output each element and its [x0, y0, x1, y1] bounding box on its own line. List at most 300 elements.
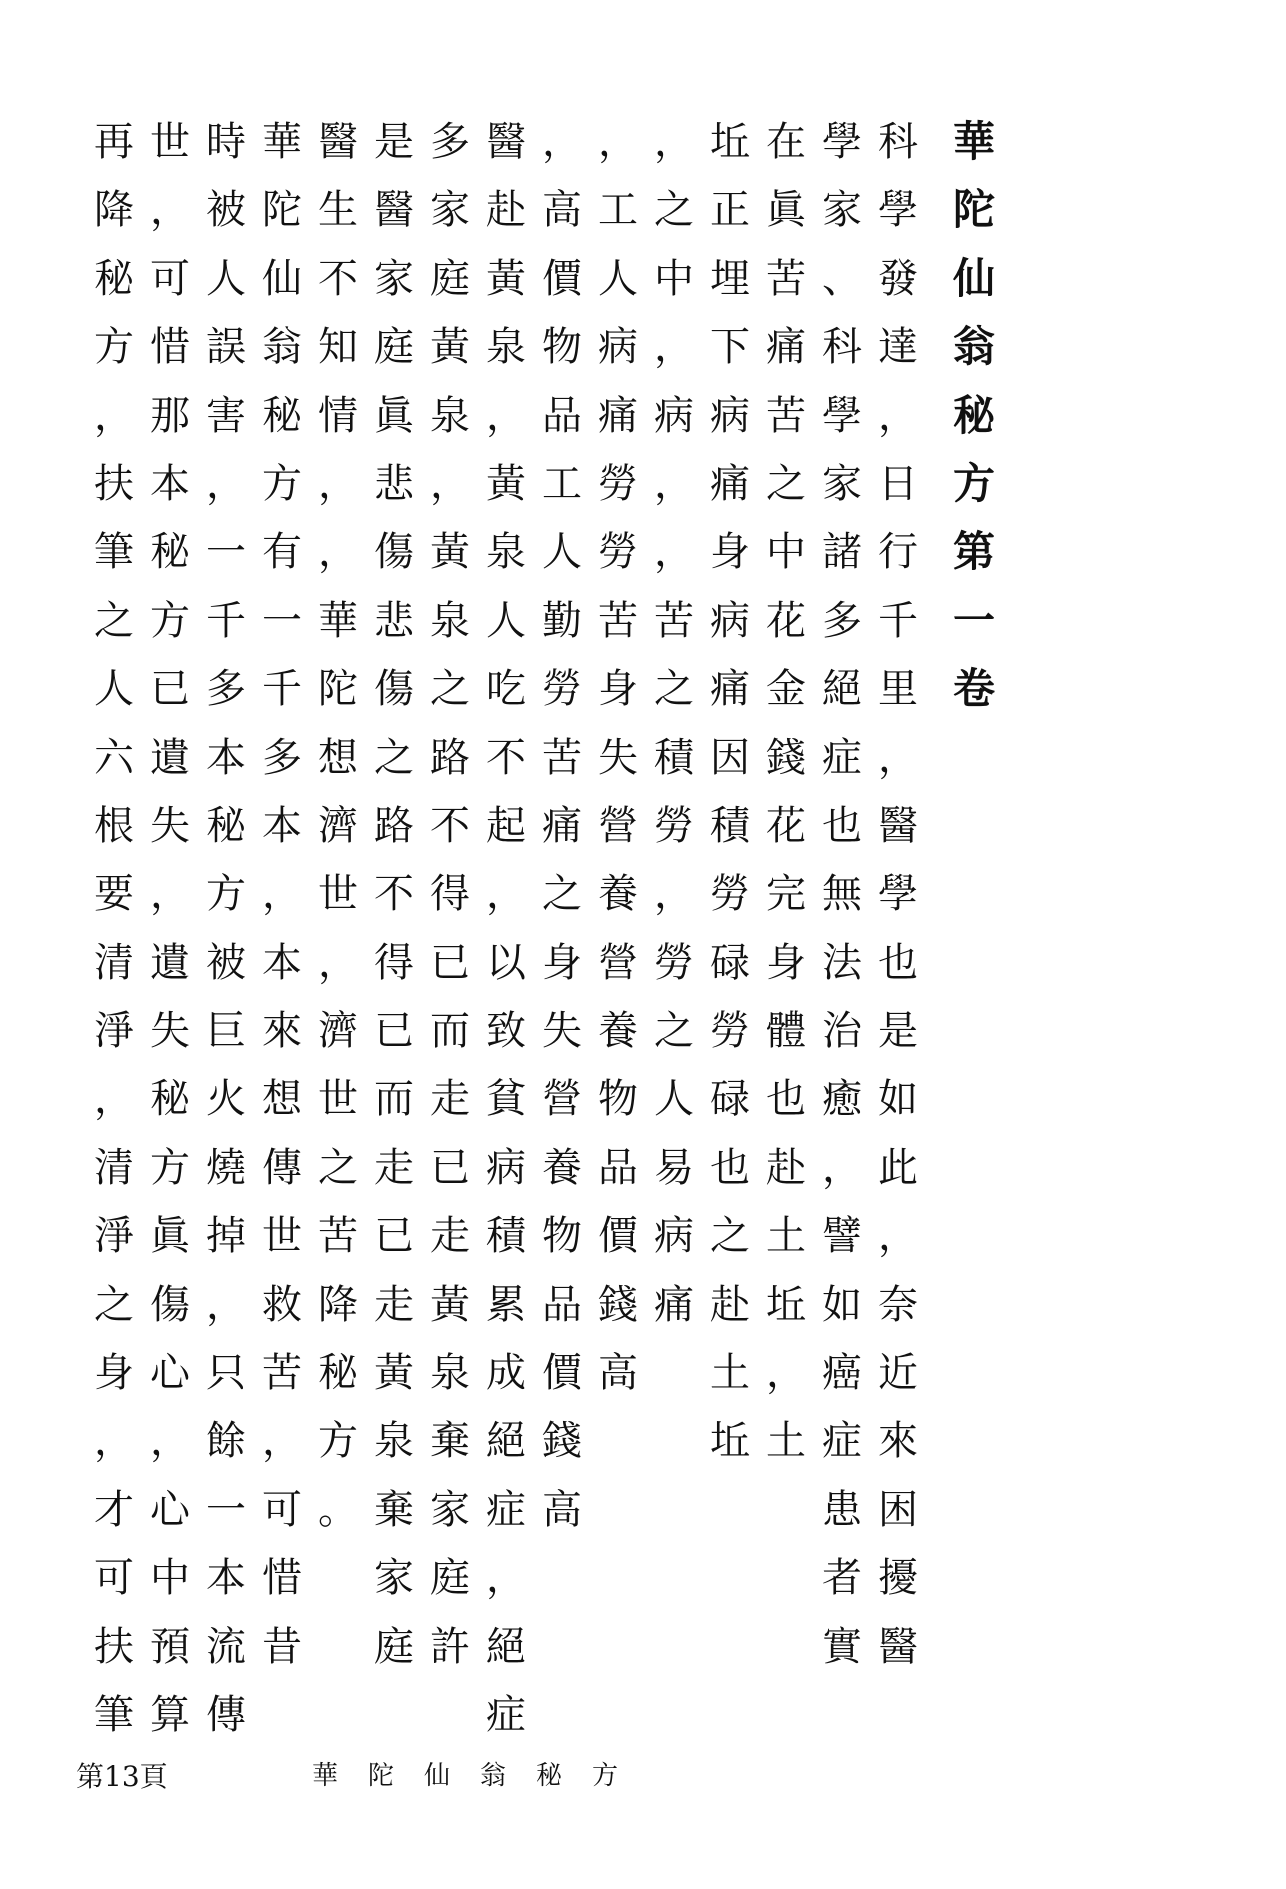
text-char: 失 [150, 1008, 190, 1055]
text-char: 碌 [710, 939, 750, 986]
text-char: 苦 [318, 1213, 358, 1260]
text-char: 家 [430, 187, 470, 234]
text-char: 勤 [542, 597, 582, 644]
text-char: 眞 [374, 392, 414, 439]
text-char: ， [94, 392, 134, 439]
text-char: 已 [430, 939, 470, 986]
text-char: 土 [766, 1213, 806, 1260]
text-char: 品 [542, 1281, 582, 1328]
text-char: 之 [766, 460, 806, 507]
text-char: 擾 [878, 1555, 918, 1602]
text-char: 養 [598, 1008, 638, 1055]
text-column [478, 108, 534, 1749]
text-char: 苦 [542, 734, 582, 781]
text-char: 之 [710, 1213, 750, 1260]
text-char: 苦 [654, 597, 694, 644]
title-char: 卷 [952, 664, 995, 714]
text-char: 之 [94, 1281, 134, 1328]
text-char: 得 [430, 871, 470, 918]
text-char: ， [654, 324, 694, 371]
text-char: 棄 [430, 1418, 470, 1465]
text-char: ， [822, 1144, 862, 1191]
text-char: 世 [318, 871, 358, 918]
text-char: 預 [150, 1623, 190, 1670]
text-char: 不 [430, 802, 470, 849]
text-char: 苦 [598, 597, 638, 644]
text-char: 路 [430, 734, 470, 781]
text-char: 醫 [318, 119, 358, 165]
text-char: 價 [542, 255, 582, 302]
text-char: 火 [206, 1076, 246, 1123]
text-char: 花 [766, 597, 806, 644]
text-char: 失 [598, 734, 638, 781]
text-char: 貧 [486, 1076, 526, 1123]
text-char: 工 [598, 187, 638, 234]
text-char: ， [150, 871, 190, 918]
text-char: 之 [654, 666, 694, 713]
text-char: 淨 [94, 1008, 134, 1055]
text-column [590, 108, 646, 1407]
text-char: 黃 [430, 1281, 470, 1328]
text-char: 秘 [150, 529, 190, 576]
text-char: 世 [150, 119, 190, 165]
text-char: 庭 [430, 255, 470, 302]
text-char: 一 [206, 1486, 246, 1533]
text-char: 多 [430, 119, 470, 165]
text-char: ， [878, 392, 918, 439]
text-char: 痛 [598, 392, 638, 439]
text-char: 價 [598, 1213, 638, 1260]
text-char: 之 [318, 1144, 358, 1191]
text-char: 人 [206, 255, 246, 302]
text-char: 家 [822, 187, 862, 234]
text-char: 清 [94, 1144, 134, 1191]
text-char: 有 [262, 529, 302, 576]
text-char: 發 [878, 255, 918, 302]
text-char: 症 [822, 734, 862, 781]
text-char: 價 [542, 1350, 582, 1397]
text-char: 痛 [654, 1281, 694, 1328]
text-char: 黃 [374, 1350, 414, 1397]
text-char: 泉 [486, 324, 526, 371]
text-char: 眞 [150, 1213, 190, 1260]
text-char: 如 [822, 1281, 862, 1328]
text-char: 行 [878, 529, 918, 576]
text-column [198, 108, 254, 1749]
text-char: 中 [150, 1555, 190, 1602]
text-char: 奈 [878, 1281, 918, 1328]
text-char: 積 [486, 1213, 526, 1260]
text-char: ， [150, 1418, 190, 1465]
text-char: 絕 [486, 1418, 526, 1465]
text-char: 掉 [206, 1213, 246, 1260]
text-char: 可 [262, 1486, 302, 1533]
text-char: ， [430, 460, 470, 507]
text-char: 醫 [374, 187, 414, 234]
text-char: 高 [542, 1486, 582, 1533]
text-char: 勞 [710, 871, 750, 918]
title-char: 仙 [952, 253, 995, 303]
text-char: 秘 [262, 392, 302, 439]
text-char: 餘 [206, 1418, 246, 1465]
text-char: 千 [206, 597, 246, 644]
text-char: 勞 [654, 802, 694, 849]
text-char: 想 [318, 734, 358, 781]
text-char: 成 [486, 1350, 526, 1397]
text-char: 如 [878, 1076, 918, 1123]
text-char: 之 [94, 597, 134, 644]
text-char: 只 [206, 1350, 246, 1397]
text-char: 病 [654, 1213, 694, 1260]
text-char: 秘 [318, 1350, 358, 1397]
text-char: 苦 [262, 1350, 302, 1397]
text-char: 走 [430, 1213, 470, 1260]
text-char: ， [878, 1213, 918, 1260]
title-char: 華 [952, 117, 995, 166]
text-char: 算 [150, 1691, 190, 1738]
text-char: 知 [318, 324, 358, 371]
text-char: ， [262, 871, 302, 918]
text-column [254, 108, 310, 1681]
text-char: 路 [374, 802, 414, 849]
text-char: 救 [262, 1281, 302, 1328]
text-char: 無 [822, 871, 862, 918]
text-char: 本 [150, 460, 190, 507]
text-char: 物 [542, 324, 582, 371]
text-char: 千 [878, 597, 918, 644]
text-char: ， [598, 119, 638, 165]
text-char: 病 [710, 392, 750, 439]
text-char: 吃 [486, 666, 526, 713]
text-char: 多 [822, 597, 862, 644]
text-char: 可 [94, 1555, 134, 1602]
text-char: 泉 [430, 392, 470, 439]
text-char: 傷 [374, 529, 414, 576]
text-char: 。 [318, 1486, 358, 1533]
text-char: 再 [94, 119, 134, 165]
text-char: 致 [486, 1008, 526, 1055]
text-char: 之 [654, 1008, 694, 1055]
text-char: 傳 [206, 1691, 246, 1738]
text-char: 身 [766, 939, 806, 986]
text-column [870, 108, 926, 1681]
text-char: 才 [94, 1486, 134, 1533]
title-char: 秘 [952, 390, 995, 440]
text-char: 傷 [150, 1281, 190, 1328]
text-char: 法 [822, 939, 862, 986]
text-char: 諸 [822, 529, 862, 576]
text-char: 濟 [318, 802, 358, 849]
text-char: 人 [598, 255, 638, 302]
text-char: 不 [486, 734, 526, 781]
text-char: 不 [374, 871, 414, 918]
text-char: 學 [878, 187, 918, 234]
text-char: 者 [822, 1555, 862, 1602]
text-char: 勞 [598, 529, 638, 576]
text-char: 在 [766, 119, 806, 165]
text-char: 土 [766, 1418, 806, 1465]
text-char: 易 [654, 1144, 694, 1191]
text-char: 許 [430, 1623, 470, 1670]
text-char: 黃 [486, 460, 526, 507]
text-char: 因 [710, 734, 750, 781]
text-char: 燒 [206, 1144, 246, 1191]
text-char: 被 [206, 187, 246, 234]
text-char: 扶 [94, 1623, 134, 1670]
text-char: 痛 [710, 460, 750, 507]
text-char: 也 [710, 1144, 750, 1191]
text-char: ， [206, 1281, 246, 1328]
text-char: ， [766, 1350, 806, 1397]
text-char: 而 [374, 1076, 414, 1123]
title-char: 陀 [952, 185, 995, 235]
text-char: 黃 [430, 324, 470, 371]
text-char: 巨 [206, 1008, 246, 1055]
text-char: 赴 [486, 187, 526, 234]
text-char: 花 [766, 802, 806, 849]
text-char: 已 [374, 1008, 414, 1055]
footer-book-title: 華陀仙翁秘方 [312, 1761, 649, 1791]
text-char: 一 [262, 597, 302, 644]
text-char: 也 [766, 1076, 806, 1123]
text-char: 養 [598, 871, 638, 918]
text-char: 病 [598, 324, 638, 371]
text-char: ， [262, 1418, 302, 1465]
text-char: 一 [206, 529, 246, 576]
text-char: 方 [150, 597, 190, 644]
text-char: 要 [94, 871, 134, 918]
text-char: 學 [822, 119, 862, 165]
text-char: 人 [486, 597, 526, 644]
text-char: 營 [598, 939, 638, 986]
text-char: 情 [318, 392, 358, 439]
text-char: 遺 [150, 939, 190, 986]
text-char: ， [486, 871, 526, 918]
text-char: 勞 [710, 1008, 750, 1055]
text-char: 也 [822, 802, 862, 849]
text-char: 達 [878, 324, 918, 371]
text-char: 心 [150, 1350, 190, 1397]
text-char: 苦 [766, 255, 806, 302]
text-char: 碌 [710, 1076, 750, 1123]
text-char: 學 [822, 392, 862, 439]
text-char: 誤 [206, 324, 246, 371]
text-char: 本 [206, 1555, 246, 1602]
page-title [946, 108, 1002, 724]
text-column [758, 108, 814, 1476]
text-char: 土 [710, 1350, 750, 1397]
text-char: ， [318, 939, 358, 986]
text-char: 以 [486, 939, 526, 986]
text-column [534, 108, 590, 1544]
text-char: 扶 [94, 460, 134, 507]
text-char: 時 [206, 119, 246, 165]
text-char: 家 [430, 1486, 470, 1533]
text-char: 之 [374, 734, 414, 781]
text-char: 來 [262, 1008, 302, 1055]
text-char: 可 [150, 255, 190, 302]
text-char: 傷 [374, 666, 414, 713]
text-char: 是 [374, 119, 414, 165]
text-char: 下 [710, 324, 750, 371]
text-char: 積 [710, 802, 750, 849]
text-char: 遺 [150, 734, 190, 781]
text-char: 家 [374, 255, 414, 302]
text-char: ， [654, 871, 694, 918]
text-char: 千 [262, 666, 302, 713]
text-char: 中 [654, 255, 694, 302]
text-char: 庭 [374, 324, 414, 371]
text-char: 症 [486, 1486, 526, 1533]
text-char: ， [654, 119, 694, 165]
text-column [646, 108, 702, 1339]
text-char: 金 [766, 666, 806, 713]
text-char: 、 [822, 255, 862, 302]
title-char: 第 [952, 527, 995, 577]
text-char: 多 [206, 666, 246, 713]
text-char: 完 [766, 871, 806, 918]
text-char: 勞 [598, 460, 638, 507]
text-char: ， [542, 119, 582, 165]
text-char: 泉 [486, 529, 526, 576]
text-char: 醫 [878, 802, 918, 849]
text-char: 實 [822, 1623, 862, 1670]
text-char: 淨 [94, 1213, 134, 1260]
text-char: 正 [710, 187, 750, 234]
text-char: 方 [206, 871, 246, 918]
text-char: 勞 [654, 939, 694, 986]
text-char: 物 [542, 1213, 582, 1260]
text-column [702, 108, 758, 1476]
text-column [310, 108, 366, 1544]
text-char: 方 [150, 1144, 190, 1191]
text-char: 錢 [598, 1281, 638, 1328]
text-char: 痛 [766, 324, 806, 371]
text-char: 秘 [150, 1076, 190, 1123]
text-char: 方 [318, 1418, 358, 1465]
text-char: 營 [598, 802, 638, 849]
text-char: 累 [486, 1281, 526, 1328]
text-char: ， [654, 460, 694, 507]
text-char: 絕 [486, 1623, 526, 1670]
text-char: 科 [822, 324, 862, 371]
text-char: 被 [206, 939, 246, 986]
text-char: 害 [206, 392, 246, 439]
text-char: 家 [822, 460, 862, 507]
text-char: 悲 [374, 597, 414, 644]
text-char: 之 [430, 666, 470, 713]
text-char: 方 [262, 460, 302, 507]
text-char: 得 [374, 939, 414, 986]
text-char: ， [486, 392, 526, 439]
text-char: 病 [486, 1144, 526, 1191]
text-char: 泉 [430, 597, 470, 644]
text-char: 積 [654, 734, 694, 781]
text-char: 癒 [822, 1076, 862, 1123]
text-char: 來 [878, 1418, 918, 1465]
text-char: 赴 [710, 1281, 750, 1328]
text-char: 人 [542, 529, 582, 576]
text-char: 心 [150, 1486, 190, 1533]
text-char: 物 [598, 1076, 638, 1123]
text-char: 錢 [542, 1418, 582, 1465]
text-char: 失 [150, 802, 190, 849]
text-char: 人 [654, 1076, 694, 1123]
text-char: 世 [318, 1076, 358, 1123]
text-char: 傳 [262, 1144, 302, 1191]
text-char: 世 [262, 1213, 302, 1260]
text-char: 日 [878, 460, 918, 507]
text-char: 秘 [94, 255, 134, 302]
text-char: 降 [318, 1281, 358, 1328]
text-char: 昔 [262, 1623, 302, 1670]
text-char: 絕 [822, 666, 862, 713]
text-char: 泉 [374, 1418, 414, 1465]
text-char: 庭 [430, 1555, 470, 1602]
text-char: 已 [374, 1213, 414, 1260]
text-char: 勞 [542, 666, 582, 713]
text-char: 之 [654, 187, 694, 234]
text-char: 方 [94, 324, 134, 371]
text-char: 根 [94, 802, 134, 849]
text-column [86, 108, 142, 1749]
text-char: ， [150, 187, 190, 234]
text-char: 泉 [430, 1350, 470, 1397]
text-char: 痛 [710, 666, 750, 713]
text-char: 譬 [822, 1213, 862, 1260]
text-char: 身 [94, 1350, 134, 1397]
text-char: 工 [542, 460, 582, 507]
text-char: 中 [766, 529, 806, 576]
text-char: ， [654, 529, 694, 576]
text-char: 已 [430, 1144, 470, 1191]
title-char: 方 [952, 458, 995, 508]
text-column [422, 108, 478, 1681]
text-char: ， [94, 1418, 134, 1465]
text-char: 身 [710, 529, 750, 576]
text-char: 錢 [766, 734, 806, 781]
text-char: 科 [878, 119, 918, 165]
text-char: 走 [374, 1144, 414, 1191]
text-char: 走 [430, 1076, 470, 1123]
text-char: 不 [318, 255, 358, 302]
text-char: 惜 [150, 324, 190, 371]
text-char: 營 [542, 1076, 582, 1123]
text-char: ， [486, 1555, 526, 1602]
text-char: 已 [150, 666, 190, 713]
text-char: 病 [654, 392, 694, 439]
text-char: ， [878, 734, 918, 781]
text-char: 高 [542, 187, 582, 234]
text-char: 華 [318, 597, 358, 644]
text-char: 多 [262, 734, 302, 781]
text-char: 體 [766, 1008, 806, 1055]
text-char: 仙 [262, 255, 302, 302]
text-char: 身 [598, 666, 638, 713]
text-char: 埋 [710, 255, 750, 302]
text-char: 坵 [710, 1418, 750, 1465]
text-char: 降 [94, 187, 134, 234]
text-char: 痛 [542, 802, 582, 849]
text-char: 癌 [822, 1350, 862, 1397]
text-char: 品 [598, 1144, 638, 1191]
text-char: ， [206, 460, 246, 507]
text-char: 人 [94, 666, 134, 713]
text-char: ， [318, 460, 358, 507]
text-char: 困 [878, 1486, 918, 1533]
text-char: 症 [822, 1418, 862, 1465]
text-char: 近 [878, 1350, 918, 1397]
